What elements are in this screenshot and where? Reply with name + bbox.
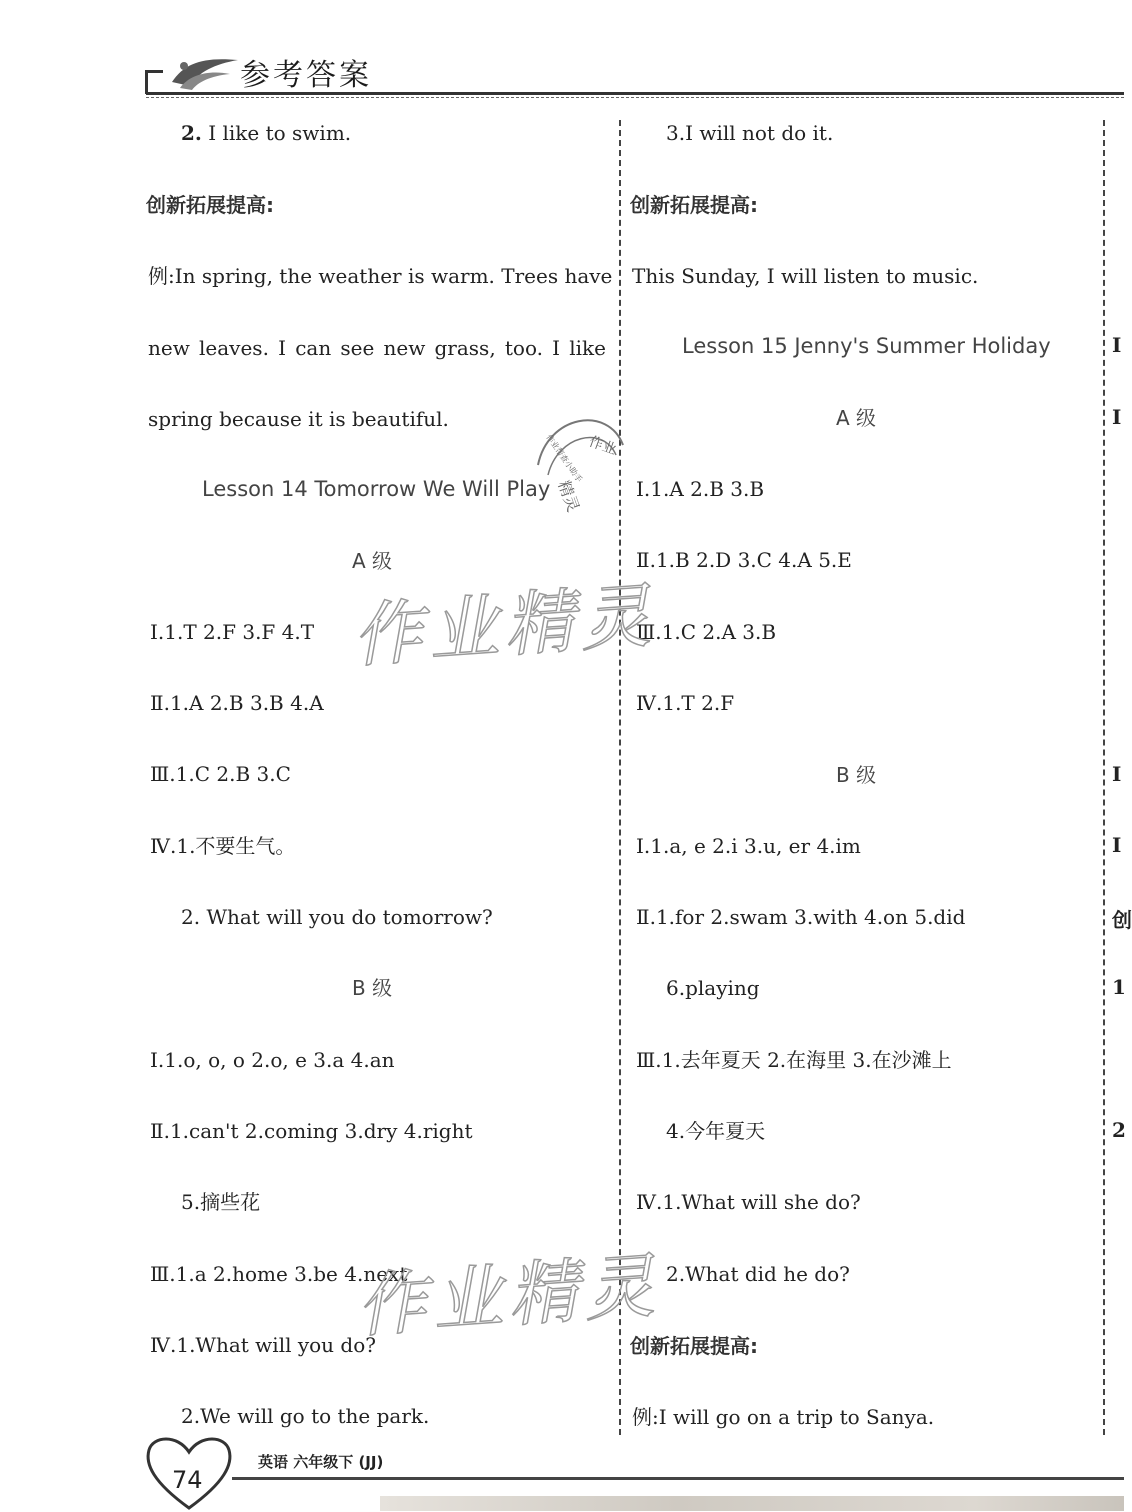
lesson-title: Lesson 15 Jenny's Summer Holiday (682, 334, 1051, 358)
watermark-text: 作业精灵 (353, 1244, 663, 1348)
answer-line: 3.I will not do it. (666, 121, 834, 145)
header-bracket-top (145, 70, 163, 73)
answer-line: Ⅱ.1.for 2.swam 3.with 4.on 5.did (636, 905, 966, 929)
footer-band (380, 1496, 1124, 1511)
answer-line: 2.What did he do? (666, 1262, 850, 1286)
answer-line: Ⅲ.1.C 2.B 3.C (150, 762, 291, 786)
paragraph-line: spring because it is beautiful. (148, 407, 449, 431)
answer-line: Ⅲ.1.a 2.home 3.be 4.next (150, 1262, 408, 1286)
section-heading: 创新拓展提高: (630, 193, 758, 217)
section-heading: 创新拓展提高: (146, 193, 274, 217)
paragraph-line: 例:In spring, the weather is warm. Trees have (148, 264, 613, 288)
grade-heading: A 级 (352, 549, 393, 573)
edge-mark: I (1112, 762, 1122, 786)
stamp-text-top: 作业 (586, 433, 619, 459)
edge-mark: 1 (1112, 975, 1126, 999)
answer-line: 5.摘些花 (181, 1190, 261, 1214)
footer-label: 英语 六年级下 (JJ) (258, 1453, 384, 1471)
answer-line: Ⅲ.1.C 2.A 3.B (636, 620, 777, 644)
answer-line: 2. What will you do tomorrow? (181, 905, 493, 929)
edge-mark: I (1112, 405, 1122, 429)
grade-heading: A 级 (836, 406, 877, 430)
answer-line: Ⅳ.1.What will she do? (636, 1190, 861, 1214)
answer-line: 2. I like to swim. (181, 121, 352, 145)
leaf-ornament-icon (170, 52, 240, 92)
edge-mark: I (1112, 833, 1122, 857)
paragraph-line: This Sunday, I will listen to music. (632, 264, 979, 288)
answer-line: Ⅰ.1.a, e 2.i 3.u, er 4.im (636, 834, 861, 858)
grade-heading: B 级 (352, 976, 393, 1000)
answer-line: Ⅳ.1.T 2.F (636, 691, 735, 715)
edge-mark: 2 (1112, 1118, 1126, 1142)
answer-line: Ⅱ.1.A 2.B 3.B 4.A (150, 691, 324, 715)
answer-line: 6.playing (666, 976, 760, 1000)
column-divider-right (1103, 120, 1105, 1435)
answer-line: Ⅰ.1.A 2.B 3.B (636, 477, 765, 501)
page-number: 74 (172, 1466, 203, 1494)
edge-mark: I (1112, 333, 1122, 357)
answer-line: Ⅰ.1.o, o, o 2.o, e 3.a 4.an (150, 1048, 395, 1072)
stamp-text-bottom: 精灵 (554, 477, 584, 515)
answer-line: 4.今年夏天 (666, 1119, 766, 1143)
answer-line: Ⅱ.1.can't 2.coming 3.dry 4.right (150, 1119, 473, 1143)
answer-line: Ⅳ.1.不要生气。 (150, 834, 296, 858)
footer-rule (232, 1477, 1124, 1480)
section-heading: 创新拓展提高: (630, 1334, 758, 1358)
answer-line: Ⅱ.1.B 2.D 3.C 4.A 5.E (636, 548, 852, 572)
answer-line: Ⅲ.1.去年夏天 2.在海里 3.在沙滩上 (636, 1048, 952, 1072)
paragraph-line: new leaves. I can see new grass, too. I like (148, 336, 606, 360)
paragraph-line: 例:I will go on a trip to Sanya. (632, 1405, 935, 1429)
answer-line: Ⅳ.1.What will you do? (150, 1333, 376, 1357)
header-bracket (145, 70, 148, 94)
header-rule (146, 92, 1124, 95)
answer-line: 2.We will go to the park. (181, 1404, 430, 1428)
header-rule-dashed (146, 97, 1124, 98)
stamp-text-ring: 作业帮查小助手 (544, 432, 584, 485)
watermark-stamp-icon (528, 405, 628, 515)
answer-line: Ⅰ.1.T 2.F 3.F 4.T (150, 620, 315, 644)
edge-mark: 创 (1112, 908, 1132, 932)
grade-heading: B 级 (836, 763, 877, 787)
header-title: 参考答案 (240, 58, 372, 93)
watermark-text: 作业精灵 (349, 574, 659, 678)
lesson-title: Lesson 14 Tomorrow We Will Play (202, 477, 551, 501)
